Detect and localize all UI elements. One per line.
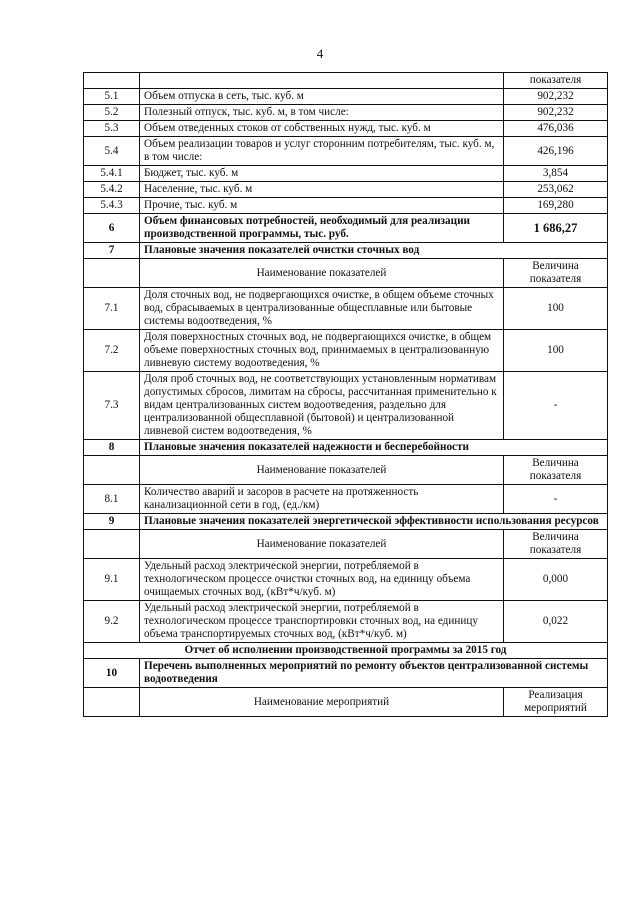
row-value: 100 [504,330,608,372]
section-6-num: 6 [84,214,140,243]
column-header-name: Наименование показателей [140,530,504,559]
row-num: 9.2 [84,601,140,643]
section-7-num: 7 [84,243,140,259]
row-num: 5.4 [84,137,140,166]
table-row [84,121,608,137]
table-row [84,659,608,688]
row-value: 0,022 [504,601,608,643]
header-value-cell: показателя [504,73,608,89]
section-8-title: Плановые значения показателей надежности и бесперебойности [140,440,608,456]
table-row [84,688,608,717]
table-row [84,288,608,330]
row-value: 426,196 [504,137,608,166]
row-label: Объем отпуска в сеть, тыс. куб. м [140,89,504,105]
row-num: 5.4.1 [84,166,140,182]
row-num: 5.4.3 [84,198,140,214]
table-row [84,643,608,659]
row-label: Объем реализации товаров и услуг сторонним потребителям, тыс. куб. м, в том числе: [140,137,504,166]
table-row [84,182,608,198]
column-header-value: Величина показателя [504,259,608,288]
row-num: 7.2 [84,330,140,372]
row-label: Прочие, тыс. куб. м [140,198,504,214]
row-value: 902,232 [504,89,608,105]
column-header-value: Величина показателя [504,530,608,559]
column-header-name: Наименование показателей [140,259,504,288]
empty-cell [84,259,140,288]
section-7-title: Плановые значения показателей очистки сточных вод [140,243,608,259]
table-row [84,105,608,121]
row-label: Удельный расход электрической энергии, потребляемой в технологическом процессе очистки сточных вод, на единицу объема очищаемых сточных вод, (кВт*ч/куб. м) [140,559,504,601]
table-row [84,330,608,372]
empty-cell [84,688,140,717]
row-label: Доля проб сточных вод, не соответствующих установленным нормативам допустимых сбросов, лимитам на сбросы, рассчитанная применительно к видам централизованных систем водоотведения, раздельно для централизованной общесплавной (бытовой) и централизованной ливневой систем водоотведения, % [140,372,504,440]
empty-cell [84,530,140,559]
table-row [84,137,608,166]
table-row [84,73,608,89]
page-number: 4 [316,46,324,61]
section-6-label: Объем финансовых потребностей, необходимый для реализации производственной программы, тыс. руб. [140,214,504,243]
row-value: 3,854 [504,166,608,182]
table-row [84,243,608,259]
table-row [84,601,608,643]
row-label: Доля поверхностных сточных вод, не подвергающихся очистке, в общем объеме поверхностных сточных вод, принимаемых в централизованную ливневую систему водоотведения, % [140,330,504,372]
row-value: - [504,372,608,440]
table-row [84,198,608,214]
section-10-num: 10 [84,659,140,688]
row-value: 100 [504,288,608,330]
row-num: 8.1 [84,485,140,514]
row-value: 0,000 [504,559,608,601]
row-num: 5.1 [84,89,140,105]
row-label: Полезный отпуск, тыс. куб. м, в том числе: [140,105,504,121]
row-value: 253,062 [504,182,608,198]
table-row [84,372,608,440]
row-num: 7.1 [84,288,140,330]
row-num: 7.3 [84,372,140,440]
section-8-num: 8 [84,440,140,456]
section-9-title: Плановые значения показателей энергетической эффективности использования ресурсов [140,514,608,530]
section-10-title: Перечень выполненных мероприятий по ремонту объектов централизованной системы водоотведения [140,659,608,688]
row-num: 5.3 [84,121,140,137]
header-label-cell [140,73,504,89]
row-value: 902,232 [504,105,608,121]
table-row [84,166,608,182]
empty-cell [84,456,140,485]
header-num-cell [84,73,140,89]
row-value: 476,036 [504,121,608,137]
column-header-value: Реализация мероприятий [504,688,608,717]
table-row [84,514,608,530]
row-num: 5.2 [84,105,140,121]
column-header-name: Наименование показателей [140,456,504,485]
row-num: 5.4.2 [84,182,140,198]
column-header-value: Величина показателя [504,456,608,485]
table-row [84,259,608,288]
table-row [84,485,608,514]
table-row [84,440,608,456]
row-label: Доля сточных вод, не подвергающихся очистке, в общем объеме сточных вод, сбрасываемых в централизованные общесплавные или бытовые системы водоотведения, % [140,288,504,330]
table-row [84,530,608,559]
program-table [83,72,608,717]
row-label: Объем отведенных стоков от собственных нужд, тыс. куб. м [140,121,504,137]
table-row [84,214,608,243]
column-header-name: Наименование мероприятий [140,688,504,717]
table-row [84,456,608,485]
row-num: 9.1 [84,559,140,601]
row-value: 169,280 [504,198,608,214]
row-label: Население, тыс. куб. м [140,182,504,198]
row-label: Количество аварий и засоров в расчете на протяженность канализационной сети в год, (ед./км) [140,485,504,514]
report-title: Отчет об исполнении производственной программы за 2015 год [84,643,608,659]
table-row [84,559,608,601]
row-label: Удельный расход электрической энергии, потребляемой в технологическом процессе транспортировки сточных вод, на единицу объема транспортируемых сточных вод, (кВт*ч/куб. м) [140,601,504,643]
section-6-value: 1 686,27 [504,214,608,243]
table-row [84,89,608,105]
row-label: Бюджет, тыс. куб. м [140,166,504,182]
row-value: - [504,485,608,514]
section-9-num: 9 [84,514,140,530]
